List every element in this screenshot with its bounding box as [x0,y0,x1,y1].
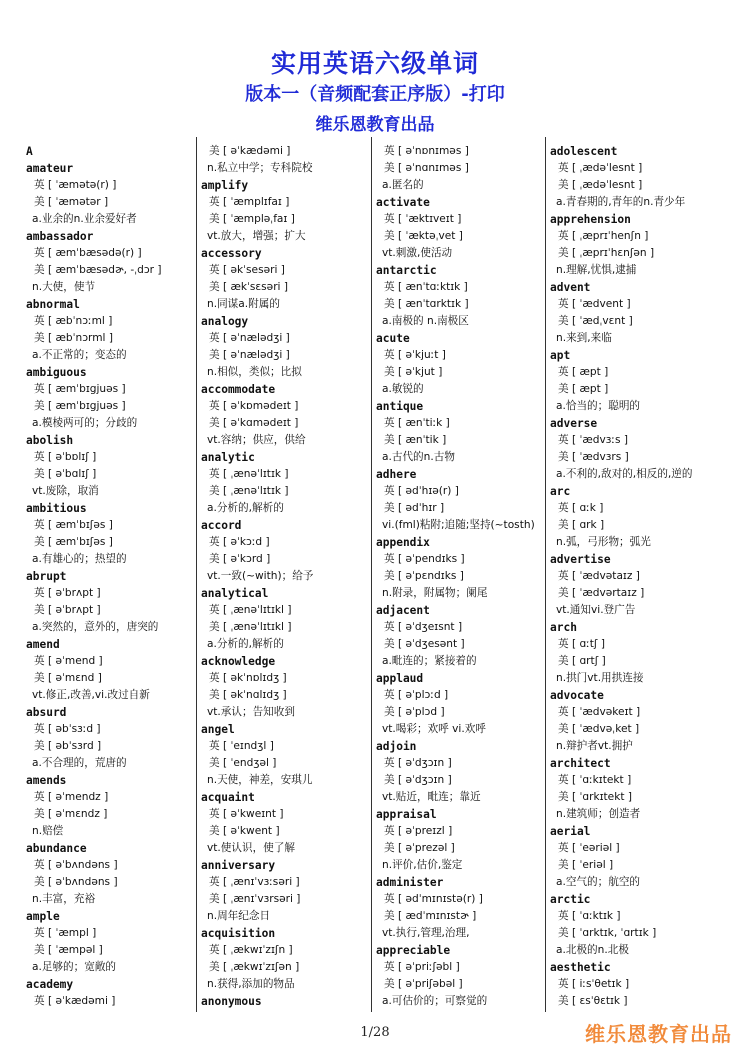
definition: vt.使认识，使了解 [207,842,295,854]
pronunciation: 英 [ ˌænəˈlɪtɪkl ] [209,604,292,616]
definition: n.获得,添加的物品 [207,978,295,990]
headword: administer [376,876,444,889]
pronunciation: 美 [ ˈæktəˌvet ] [384,230,463,242]
pronunciation: 英 [ ænˈtiːk ] [384,417,450,429]
pronunciation: 美 [ ˈædvərtaɪz ] [558,587,645,599]
pronunciation: 英 [ əˈpriːʃəbl ] [384,961,460,973]
headword: A [26,145,33,158]
headword: analytical [201,587,269,600]
pronunciation: 英 [ ɑːtʃ ] [558,638,605,650]
definition: vt.贴近，毗连；靠近 [382,791,481,803]
headword: accessory [201,247,262,260]
pronunciation: 英 [ ədˈmɪnɪstə(r) ] [384,893,483,905]
pronunciation: 美 [ əˈkɔrd ] [209,553,271,565]
headword: activate [376,196,430,209]
headword: amplify [201,179,249,192]
headword: applaud [376,672,424,685]
pronunciation: 美 [ ˈæmətər ] [34,196,109,208]
headword: aerial [550,825,591,838]
headword: aesthetic [550,961,611,974]
pronunciation: 英 [ əˈbrʌpt ] [34,587,101,599]
pronunciation: 美 [ æmˈbæsədɚ, -ˌdɔr ] [34,264,162,276]
pronunciation: 英 [ əˈnɒnɪməs ] [384,145,469,157]
pronunciation: 英 [ əˈkɔːd ] [209,536,270,548]
pronunciation: 英 [ æmˈbæsədə(r) ] [34,247,142,259]
word-column-1 [26,143,196,1010]
definition: a.古代的n.古物 [382,451,455,463]
pronunciation: 英 [ ˈæmpl ] [34,927,97,939]
pronunciation: 英 [ əˈmend ] [34,655,103,667]
pronunciation: 美 [ əkˈnɑlɪdʒ ] [209,689,287,701]
definition: n.评价,估价,鉴定 [382,859,463,871]
definition: vt.刺激,使活动 [382,247,453,259]
headword: amends [26,774,67,787]
definition: n.天使，神差，安琪儿 [207,774,313,786]
pronunciation: 英 [ iːsˈθetɪk ] [558,978,630,990]
pronunciation: 英 [ ˌæprɪˈhenʃn ] [558,230,649,242]
headword: abnormal [26,298,80,311]
definition: vt.承认；告知收到 [207,706,295,718]
pronunciation: 英 [ ˈædvəkeɪt ] [558,706,641,718]
definition: n.建筑师；创造者 [556,808,641,820]
pronunciation: 美 [ ˈɑrkɪtekt ] [558,791,632,803]
definition: n.相似，类似；比拟 [207,366,302,378]
definition: a.南极的 n.南极区 [382,315,469,327]
pronunciation: 美 [ ˈædvəˌket ] [558,723,640,735]
headword: arch [550,621,577,634]
pronunciation: 美 [ əˈkædəmi ] [209,145,291,157]
headword: appendix [376,536,430,549]
pronunciation: 英 [ ænˈtɑːktɪk ] [384,281,468,293]
pronunciation: 英 [ əˈdʒɔɪn ] [384,757,452,769]
headword: anniversary [201,859,276,872]
pronunciation: 美 [ ɑrtʃ ] [558,655,606,667]
pronunciation: 美 [ əˈbɑlɪʃ ] [34,468,97,480]
pronunciation: 美 [ ˈædvɜrs ] [558,451,629,463]
pronunciation: 英 [ əkˈnɒlɪdʒ ] [209,672,287,684]
pronunciation: 英 [ ˈɑːkɪtekt ] [558,774,632,786]
page-number: 1/28 [360,1025,390,1040]
pronunciation: 美 [ ˌænɪˈvɜrsəri ] [209,893,301,905]
definition: vt.一致(~with)；给予 [207,570,314,582]
pronunciation: 英 [ ˈædvent ] [558,298,631,310]
pronunciation: 英 [ ˈɑːktɪk ] [558,910,621,922]
headword: ambitious [26,502,87,515]
pronunciation: 美 [ əˈkɑmədeɪt ] [209,417,299,429]
pronunciation: 美 [ ˌædəˈlesnt ] [558,179,643,191]
definition: n.私立中学；专科院校 [207,162,313,174]
pronunciation: 英 [ əˈkɒmədeɪt ] [209,400,299,412]
headword: acquaint [201,791,255,804]
definition: a.空气的；航空的 [556,876,641,888]
headword: accommodate [201,383,276,396]
pronunciation: 英 [ əˈnælədʒi ] [209,332,290,344]
definition: vt.执行,管理,治理, [382,927,470,939]
pronunciation: 美 [ ˈeriəl ] [558,859,614,871]
pronunciation: 美 [ ˈæmpəl ] [34,944,103,956]
column-divider [371,137,372,1012]
pronunciation: 英 [ əkˈsesəri ] [209,264,285,276]
pronunciation: 美 [ əˈkwent ] [209,825,280,837]
definition: vt.放大，增强；扩大 [207,230,306,242]
definition: a.不合理的，荒唐的 [32,757,127,769]
headword: abrupt [26,570,67,583]
pronunciation: 美 [ ˈæmpləˌfaɪ ] [209,213,295,225]
pronunciation: 英 [ əˈkædəmi ] [34,995,116,1007]
headword: adjoin [376,740,417,753]
headword: analytic [201,451,255,464]
pronunciation: 英 [ ˈædvɜːs ] [558,434,628,446]
word-column-3 [376,143,546,1010]
pronunciation: 英 [ əˈdʒeɪsnt ] [384,621,463,633]
column-divider [196,137,197,1012]
definition: vt.通知vi.登广告 [556,604,636,616]
definition: vi.(fml)粘附;追随;坚持(~tosth) [382,519,535,531]
pronunciation: 美 [ əˈpɛndɪks ] [384,570,464,582]
definition: n.周年纪念日 [207,910,271,922]
definition: n.丰富，充裕 [32,893,96,905]
definition: a.不利的,敌对的,相反的,逆的 [556,468,693,480]
pronunciation: 英 [ ədˈhɪə(r) ] [384,485,459,497]
headword: architect [550,757,611,770]
pronunciation: 美 [ æpt ] [558,383,609,395]
headword: antarctic [376,264,437,277]
headword: advertise [550,553,611,566]
definition: n.大使，使节 [32,281,96,293]
document-subtitle: 版本一（音频配套正序版）-打印 [245,84,505,105]
headword: adolescent [550,145,618,158]
pronunciation: 英 [ ˈeəriəl ] [558,842,620,854]
definition: a.有雄心的；热望的 [32,553,127,565]
pronunciation: 英 [ æbˈnɔːml ] [34,315,113,327]
headword: advocate [550,689,604,702]
headword: appreciable [376,944,451,957]
definition: n.赔偿 [32,825,64,837]
pronunciation: 英 [ əˈpreɪzl ] [384,825,453,837]
headword: amateur [26,162,74,175]
definition: a.足够的；宽敞的 [32,961,117,973]
pronunciation: 英 [ əˈplɔːd ] [384,689,449,701]
definition: a.青春期的,青年的n.青少年 [556,196,686,208]
pronunciation: 英 [ əˈkjuːt ] [384,349,446,361]
pronunciation: 美 [ ɛsˈθɛtɪk ] [558,995,628,1007]
headword: academy [26,978,74,991]
definition: n.理解,忧惧,逮捕 [556,264,637,276]
pronunciation: 英 [ əˈbɒlɪʃ ] [34,451,97,463]
definition: a.模棱两可的；分歧的 [32,417,138,429]
headword: acknowledge [201,655,276,668]
headword: apprehension [550,213,631,226]
headword: arc [550,485,571,498]
pronunciation: 美 [ əˈkjut ] [384,366,443,378]
pronunciation: 美 [ əˈdʒɔɪn ] [384,774,452,786]
pronunciation: 美 [ əˈmɛndz ] [34,808,108,820]
headword: acute [376,332,410,345]
headword: appraisal [376,808,437,821]
definition: n.拱门vt.用拱连接 [556,672,644,684]
pronunciation: 美 [ ˈendʒəl ] [209,757,277,769]
watermark-stamp: 维乐恩教育出品 [585,1022,732,1046]
pronunciation: 英 [ ˌædəˈlesnt ] [558,162,643,174]
definition: a.恰当的；聪明的 [556,400,641,412]
pronunciation: 美 [ æmˈbɪgjuəs ] [34,400,126,412]
definition: a.分析的,解析的 [207,638,284,650]
headword: absurd [26,706,67,719]
pronunciation: 美 [ ˌænəˈlɪtɪk ] [209,485,289,497]
definition: a.分析的,解析的 [207,502,284,514]
definition: n.附录，附属物；阑尾 [382,587,488,599]
headword: ample [26,910,60,923]
pronunciation: 美 [ əˈbʌndəns ] [34,876,118,888]
headword: arctic [550,893,591,906]
pronunciation: 美 [ əˈprezəl ] [384,842,455,854]
pronunciation: 英 [ əˈkweɪnt ] [209,808,284,820]
document-title: 实用英语六级单词 [270,49,479,78]
definition: a.可估价的；可察觉的 [382,995,488,1007]
headword: ambassador [26,230,94,243]
pronunciation: 美 [ ædˈmɪnɪstɚ ] [384,910,477,922]
definition: a.突然的，意外的，唐突的 [32,621,159,633]
pronunciation: 美 [ ˌæprɪˈhɛnʃən ] [558,247,655,259]
pronunciation: 英 [ əˈmendz ] [34,791,109,803]
pronunciation: 美 [ æmˈbɪʃəs ] [34,536,113,548]
pronunciation: 美 [ ækˈsɛsəri ] [209,281,288,293]
pronunciation: 英 [ ˈæmətə(r) ] [34,179,117,191]
headword: acquisition [201,927,276,940]
pronunciation: 英 [ ˌænəˈlɪtɪk ] [209,468,289,480]
pronunciation: 美 [ æbˈnɔrml ] [34,332,113,344]
headword: analogy [201,315,249,328]
headword: abolish [26,434,74,447]
definition: a.业余的n.业余爱好者 [32,213,137,225]
headword: abundance [26,842,87,855]
pronunciation: 美 [ ˈædˌvɛnt ] [558,315,633,327]
pronunciation: 英 [ ˈæmplɪfaɪ ] [209,196,290,208]
headword: amend [26,638,60,651]
pronunciation: 美 [ əˈnælədʒi ] [209,349,290,361]
word-column-4 [550,143,720,1010]
definition: a.毗连的；紧接着的 [382,655,477,667]
pronunciation: 美 [ əbˈsɜrd ] [34,740,102,752]
headword: anonymous [201,995,262,1008]
pronunciation: 美 [ ænˈtik ] [384,434,447,446]
pronunciation: 英 [ ˌækwɪˈzɪʃn ] [209,944,293,956]
headword: angel [201,723,235,736]
pronunciation: 美 [ ænˈtɑrktɪk ] [384,298,469,310]
pronunciation: 美 [ ədˈhɪr ] [384,502,445,514]
definition: vt.容纳；供应，供给 [207,434,306,446]
definition: vt.废除，取消 [32,485,99,497]
pronunciation: 英 [ æmˈbɪgjuəs ] [34,383,126,395]
headword: antique [376,400,424,413]
definition: a.北极的n.北极 [556,944,629,956]
pronunciation: 英 [ ˈeɪndʒl ] [209,740,274,752]
definition: a.不正常的；变态的 [32,349,127,361]
pronunciation: 美 [ əˈpriʃəbəl ] [384,978,463,990]
definition: a.敏锐的 [382,383,424,395]
pronunciation: 英 [ ˈædvətaɪz ] [558,570,640,582]
pronunciation: 美 [ əˈnɑnɪməs ] [384,162,469,174]
publisher-line: 维乐恩教育出品 [315,115,435,135]
headword: apt [550,349,571,362]
headword: adjacent [376,604,430,617]
pronunciation: 英 [ əˈpendɪks ] [384,553,465,565]
pronunciation: 英 [ æpt ] [558,366,609,378]
pronunciation: 美 [ əˈbrʌpt ] [34,604,101,616]
pronunciation: 英 [ ˈæktɪveɪt ] [384,213,462,225]
pronunciation: 英 [ əˈbʌndəns ] [34,859,118,871]
pronunciation: 美 [ ˌækwɪˈzɪʃən ] [209,961,300,973]
definition: a.匿名的 [382,179,424,191]
headword: adverse [550,417,598,430]
pronunciation: 英 [ əbˈsɜːd ] [34,723,101,735]
definition: n.弧，弓形物；弧光 [556,536,651,548]
headword: advent [550,281,591,294]
headword: ambiguous [26,366,87,379]
pronunciation: 美 [ əˈdʒesənt ] [384,638,465,650]
definition: n.来到,来临 [556,332,612,344]
pronunciation: 英 [ ɑːk ] [558,502,604,514]
pronunciation: 美 [ ɑrk ] [558,519,605,531]
pronunciation: 英 [ ˌænɪˈvɜːsəri ] [209,876,300,888]
word-column-2 [201,143,371,1010]
headword: accord [201,519,242,532]
definition: vt.喝彩；欢呼 vi.欢呼 [382,723,486,735]
headword: adhere [376,468,417,481]
pronunciation: 美 [ ˈɑrktɪk, ˈɑrtɪk ] [558,927,657,939]
pronunciation: 美 [ əˈplɔd ] [384,706,445,718]
definition: vt.修正,改善,vi.改过自新 [32,689,150,701]
definition: n.辩护者vt.拥护 [556,740,633,752]
pronunciation: 美 [ əˈmɛnd ] [34,672,102,684]
definition: n.同谋a.附属的 [207,298,280,310]
pronunciation: 英 [ æmˈbɪʃəs ] [34,519,113,531]
pronunciation: 美 [ ˌænəˈlɪtɪkl ] [209,621,292,633]
